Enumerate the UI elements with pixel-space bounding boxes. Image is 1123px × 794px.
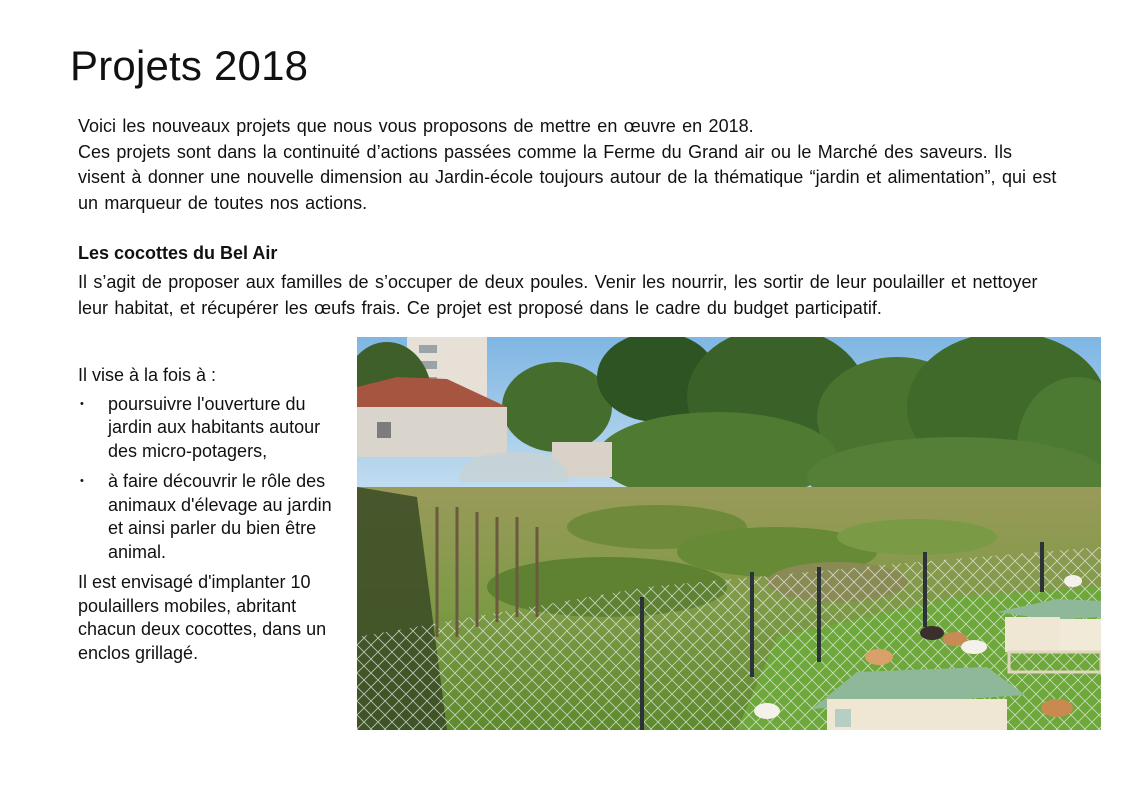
goal-item-text: à faire découvrir le rôle des animaux d'élevage au jardin et ainsi parler du bien être animal. xyxy=(108,471,332,562)
section-body: Il s’agit de proposer aux familles de s’occuper de deux poules. Venir les nourrir, les sortir de leur poulailler et nettoyer leur habitat, et récupérer les œufs frais. Ce projet est proposé dans le cadre du budget participatif. xyxy=(78,272,1038,318)
page-title: Projets 2018 xyxy=(70,42,309,89)
goals-column xyxy=(78,364,350,665)
garden-photo xyxy=(357,337,1101,730)
goals-list xyxy=(78,393,350,565)
goal-item xyxy=(78,393,350,464)
bullet-icon: • xyxy=(80,475,84,487)
bullet-icon: • xyxy=(80,397,84,410)
intro-line-2: Ces projets sont dans la continuité d’actions passées comme la Ferme du Grand air ou le Marché des saveurs. Ils visent à donner une nouvelle dimension au Jardin-école toujours autour de la thématique “jardin et alimentation”, qui est un marqueur de toutes nos actions. xyxy=(78,141,1057,213)
intro-paragraph xyxy=(78,114,1063,216)
closing-paragraph: Il est envisagé d'implanter 10 poulaillers mobiles, abritant chacun deux cocottes, dans un enclos grillagé. xyxy=(78,572,327,663)
goal-item xyxy=(78,470,350,564)
garden-illustration xyxy=(357,337,1101,730)
goal-item-text: poursuivre l'ouverture du jardin aux habitants autour des micro-potagers, xyxy=(108,393,321,461)
section-title: Les cocottes du Bel Air xyxy=(78,243,278,263)
intro-line-1: Voici les nouveaux projets que nous vous proposons de mettre en œuvre en 2018. xyxy=(78,116,754,136)
goals-lead: Il vise à la fois à : xyxy=(78,365,217,385)
